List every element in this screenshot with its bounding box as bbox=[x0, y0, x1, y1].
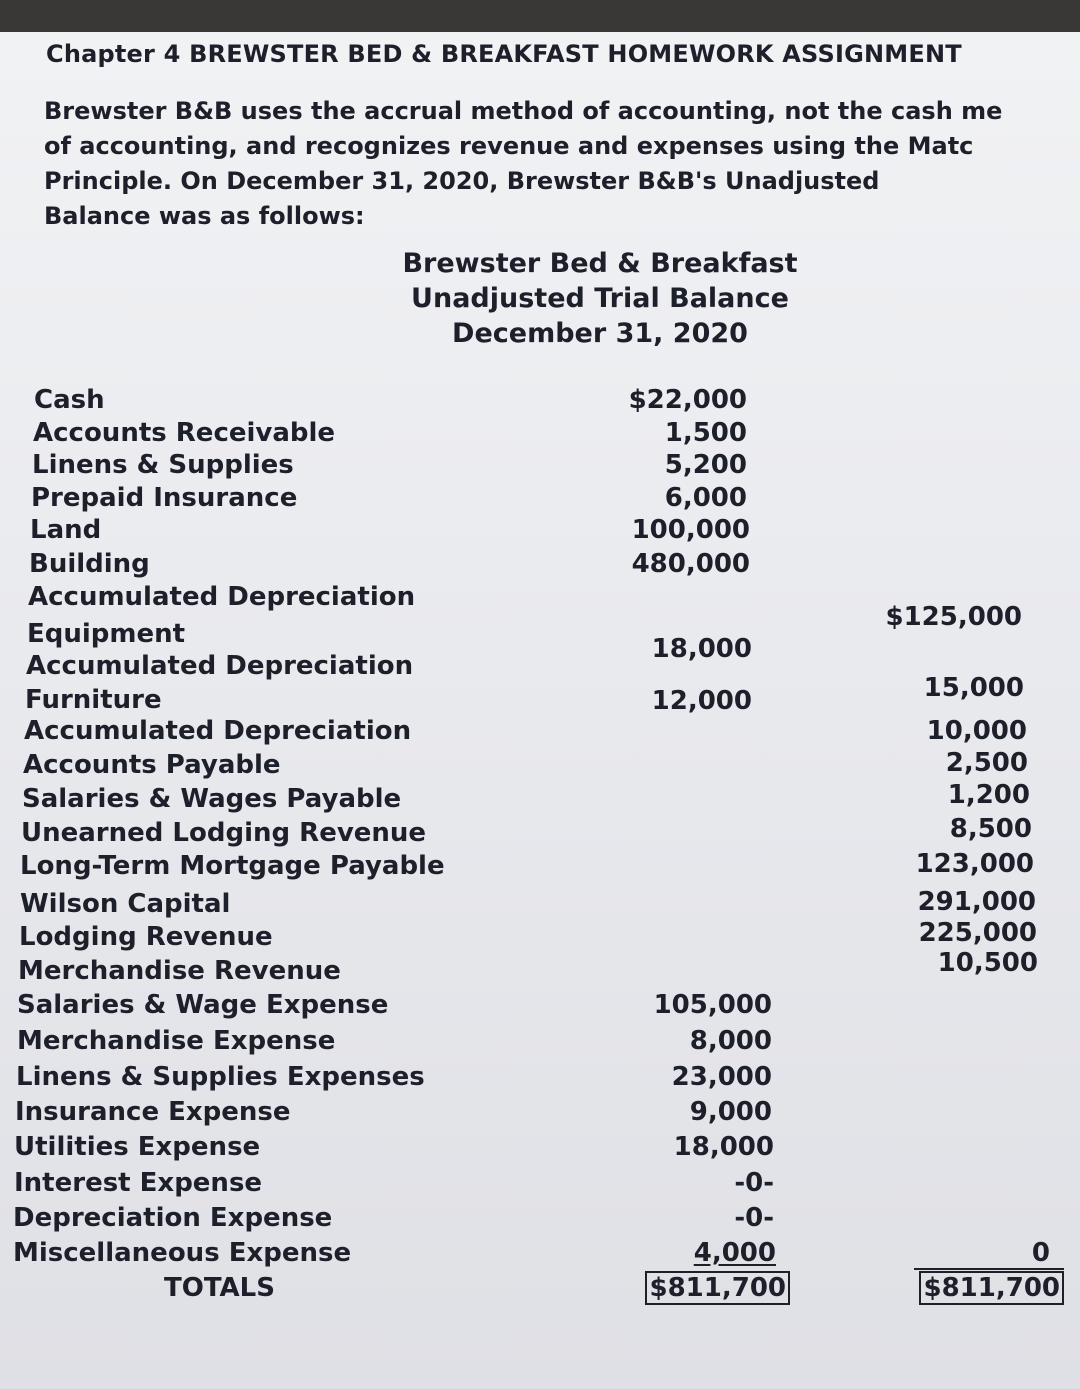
credit-amount: 291,000 bbox=[917, 887, 1036, 917]
credit-amount: 8,500 bbox=[949, 814, 1032, 844]
intro-paragraph bbox=[44, 94, 1080, 234]
account-name: Cash bbox=[34, 385, 105, 415]
debit-amount: 100,000 bbox=[631, 515, 750, 545]
credit-amount: $125,000 bbox=[885, 602, 1022, 632]
total-credit bbox=[864, 1273, 1064, 1303]
account-name: Prepaid Insurance bbox=[31, 483, 298, 513]
homework-page bbox=[0, 32, 1080, 1389]
debit-amount: $22,000 bbox=[628, 385, 747, 415]
trial-balance-row bbox=[0, 1168, 1080, 1202]
credit-total-rule bbox=[914, 1268, 1064, 1270]
account-name: Accounts Receivable bbox=[33, 418, 336, 448]
trial-balance-row bbox=[0, 418, 1080, 452]
page-heading: Chapter 4 BREWSTER BED & BREAKFAST HOMEWORK ASSIGNMENT bbox=[46, 40, 962, 68]
account-name: Linens & Supplies bbox=[32, 450, 294, 480]
account-name: Insurance Expense bbox=[15, 1097, 291, 1127]
account-name: Equipment bbox=[27, 619, 186, 649]
debit-amount: 18,000 bbox=[673, 1132, 774, 1162]
debit-amount: -0- bbox=[734, 1168, 774, 1198]
trial-balance-row bbox=[0, 619, 1080, 664]
intro-line: Principle. On December 31, 2020, Brewster B&B's Unadjusted bbox=[44, 167, 880, 195]
statement-header bbox=[300, 246, 900, 351]
intro-line: of accounting, and recognizes revenue and expenses using the Matc bbox=[44, 132, 974, 160]
trial-balance-row bbox=[0, 814, 1080, 852]
total-credit-value: $811,700 bbox=[919, 1271, 1064, 1305]
trial-balance-row bbox=[0, 716, 1080, 750]
trial-balance-row bbox=[0, 515, 1080, 549]
account-name: Wilson Capital bbox=[20, 889, 231, 919]
debit-amount: 1,500 bbox=[664, 418, 747, 448]
account-name: Long-Term Mortgage Payable bbox=[20, 851, 445, 881]
account-name: Salaries & Wages Payable bbox=[22, 784, 402, 814]
trial-balance-row bbox=[0, 780, 1080, 818]
account-name: Accumulated Depreciation bbox=[28, 582, 416, 612]
trial-balance-row bbox=[0, 549, 1080, 583]
account-name: Accumulated Depreciation bbox=[24, 716, 412, 746]
account-name: Miscellaneous Expense bbox=[13, 1238, 352, 1268]
debit-amount: 6,000 bbox=[664, 483, 747, 513]
credit-amount: 2,500 bbox=[945, 748, 1028, 778]
account-name: Salaries & Wage Expense bbox=[17, 990, 389, 1020]
debit-amount: -0- bbox=[734, 1203, 774, 1233]
account-name: Land bbox=[30, 515, 102, 545]
total-debit bbox=[630, 1273, 790, 1303]
account-name: Accumulated Depreciation bbox=[26, 651, 414, 681]
credit-amount: 15,000 bbox=[923, 673, 1024, 703]
account-name: Merchandise Revenue bbox=[18, 956, 341, 986]
trial-balance-row bbox=[0, 1062, 1080, 1096]
trial-balance-row bbox=[0, 483, 1080, 517]
account-name: Furniture bbox=[25, 685, 162, 715]
company-name: Brewster Bed & Breakfast bbox=[402, 248, 798, 279]
account-name: Interest Expense bbox=[14, 1168, 263, 1198]
account-name: Linens & Supplies Expenses bbox=[16, 1062, 425, 1092]
trial-balance-row bbox=[0, 948, 1080, 990]
debit-amount: 23,000 bbox=[671, 1062, 772, 1092]
account-name: Unearned Lodging Revenue bbox=[21, 818, 427, 848]
total-debit-value: $811,700 bbox=[645, 1271, 790, 1305]
trial-balance-row bbox=[0, 1132, 1080, 1166]
debit-amount: 4,000 bbox=[693, 1238, 776, 1268]
account-name: Utilities Expense bbox=[14, 1132, 261, 1162]
trial-balance-row bbox=[0, 990, 1080, 1024]
totals-label: TOTALS bbox=[164, 1273, 275, 1303]
credit-amount: 123,000 bbox=[915, 849, 1034, 879]
trial-balance-row bbox=[0, 1238, 1080, 1272]
credit-amount: 1,200 bbox=[947, 780, 1030, 810]
account-name: Depreciation Expense bbox=[13, 1203, 333, 1233]
debit-amount: 5,200 bbox=[664, 450, 747, 480]
debit-amount: 8,000 bbox=[689, 1026, 772, 1056]
debit-amount: 480,000 bbox=[631, 549, 750, 579]
trial-balance-row bbox=[0, 685, 1080, 719]
account-name: Building bbox=[29, 549, 150, 579]
debit-amount: 12,000 bbox=[651, 686, 752, 716]
debit-amount: 105,000 bbox=[653, 990, 772, 1020]
credit-amount: 0 bbox=[1031, 1238, 1050, 1268]
credit-amount: 10,000 bbox=[926, 716, 1027, 746]
account-name: Lodging Revenue bbox=[19, 922, 273, 952]
trial-balance-row bbox=[0, 582, 1080, 632]
intro-line: Brewster B&B uses the accrual method of accounting, not the cash me bbox=[44, 97, 1003, 125]
trial-balance-row bbox=[0, 1026, 1080, 1060]
account-name: Accounts Payable bbox=[23, 750, 281, 780]
credit-amount: 10,500 bbox=[937, 948, 1038, 978]
statement-date: December 31, 2020 bbox=[452, 318, 748, 349]
trial-balance-row bbox=[0, 450, 1080, 484]
totals-row bbox=[0, 1273, 1080, 1307]
intro-line: Balance was as follows: bbox=[44, 202, 365, 230]
credit-amount: 225,000 bbox=[918, 918, 1037, 948]
trial-balance-row bbox=[0, 750, 1080, 784]
debit-amount: 9,000 bbox=[689, 1097, 772, 1127]
account-name: Merchandise Expense bbox=[17, 1026, 336, 1056]
statement-title: Unadjusted Trial Balance bbox=[411, 283, 789, 314]
trial-balance-row bbox=[0, 1097, 1080, 1131]
debit-amount: 18,000 bbox=[651, 634, 752, 664]
trial-balance-row bbox=[0, 1203, 1080, 1237]
trial-balance-row bbox=[0, 385, 1080, 419]
trial-balance-row bbox=[0, 851, 1080, 885]
